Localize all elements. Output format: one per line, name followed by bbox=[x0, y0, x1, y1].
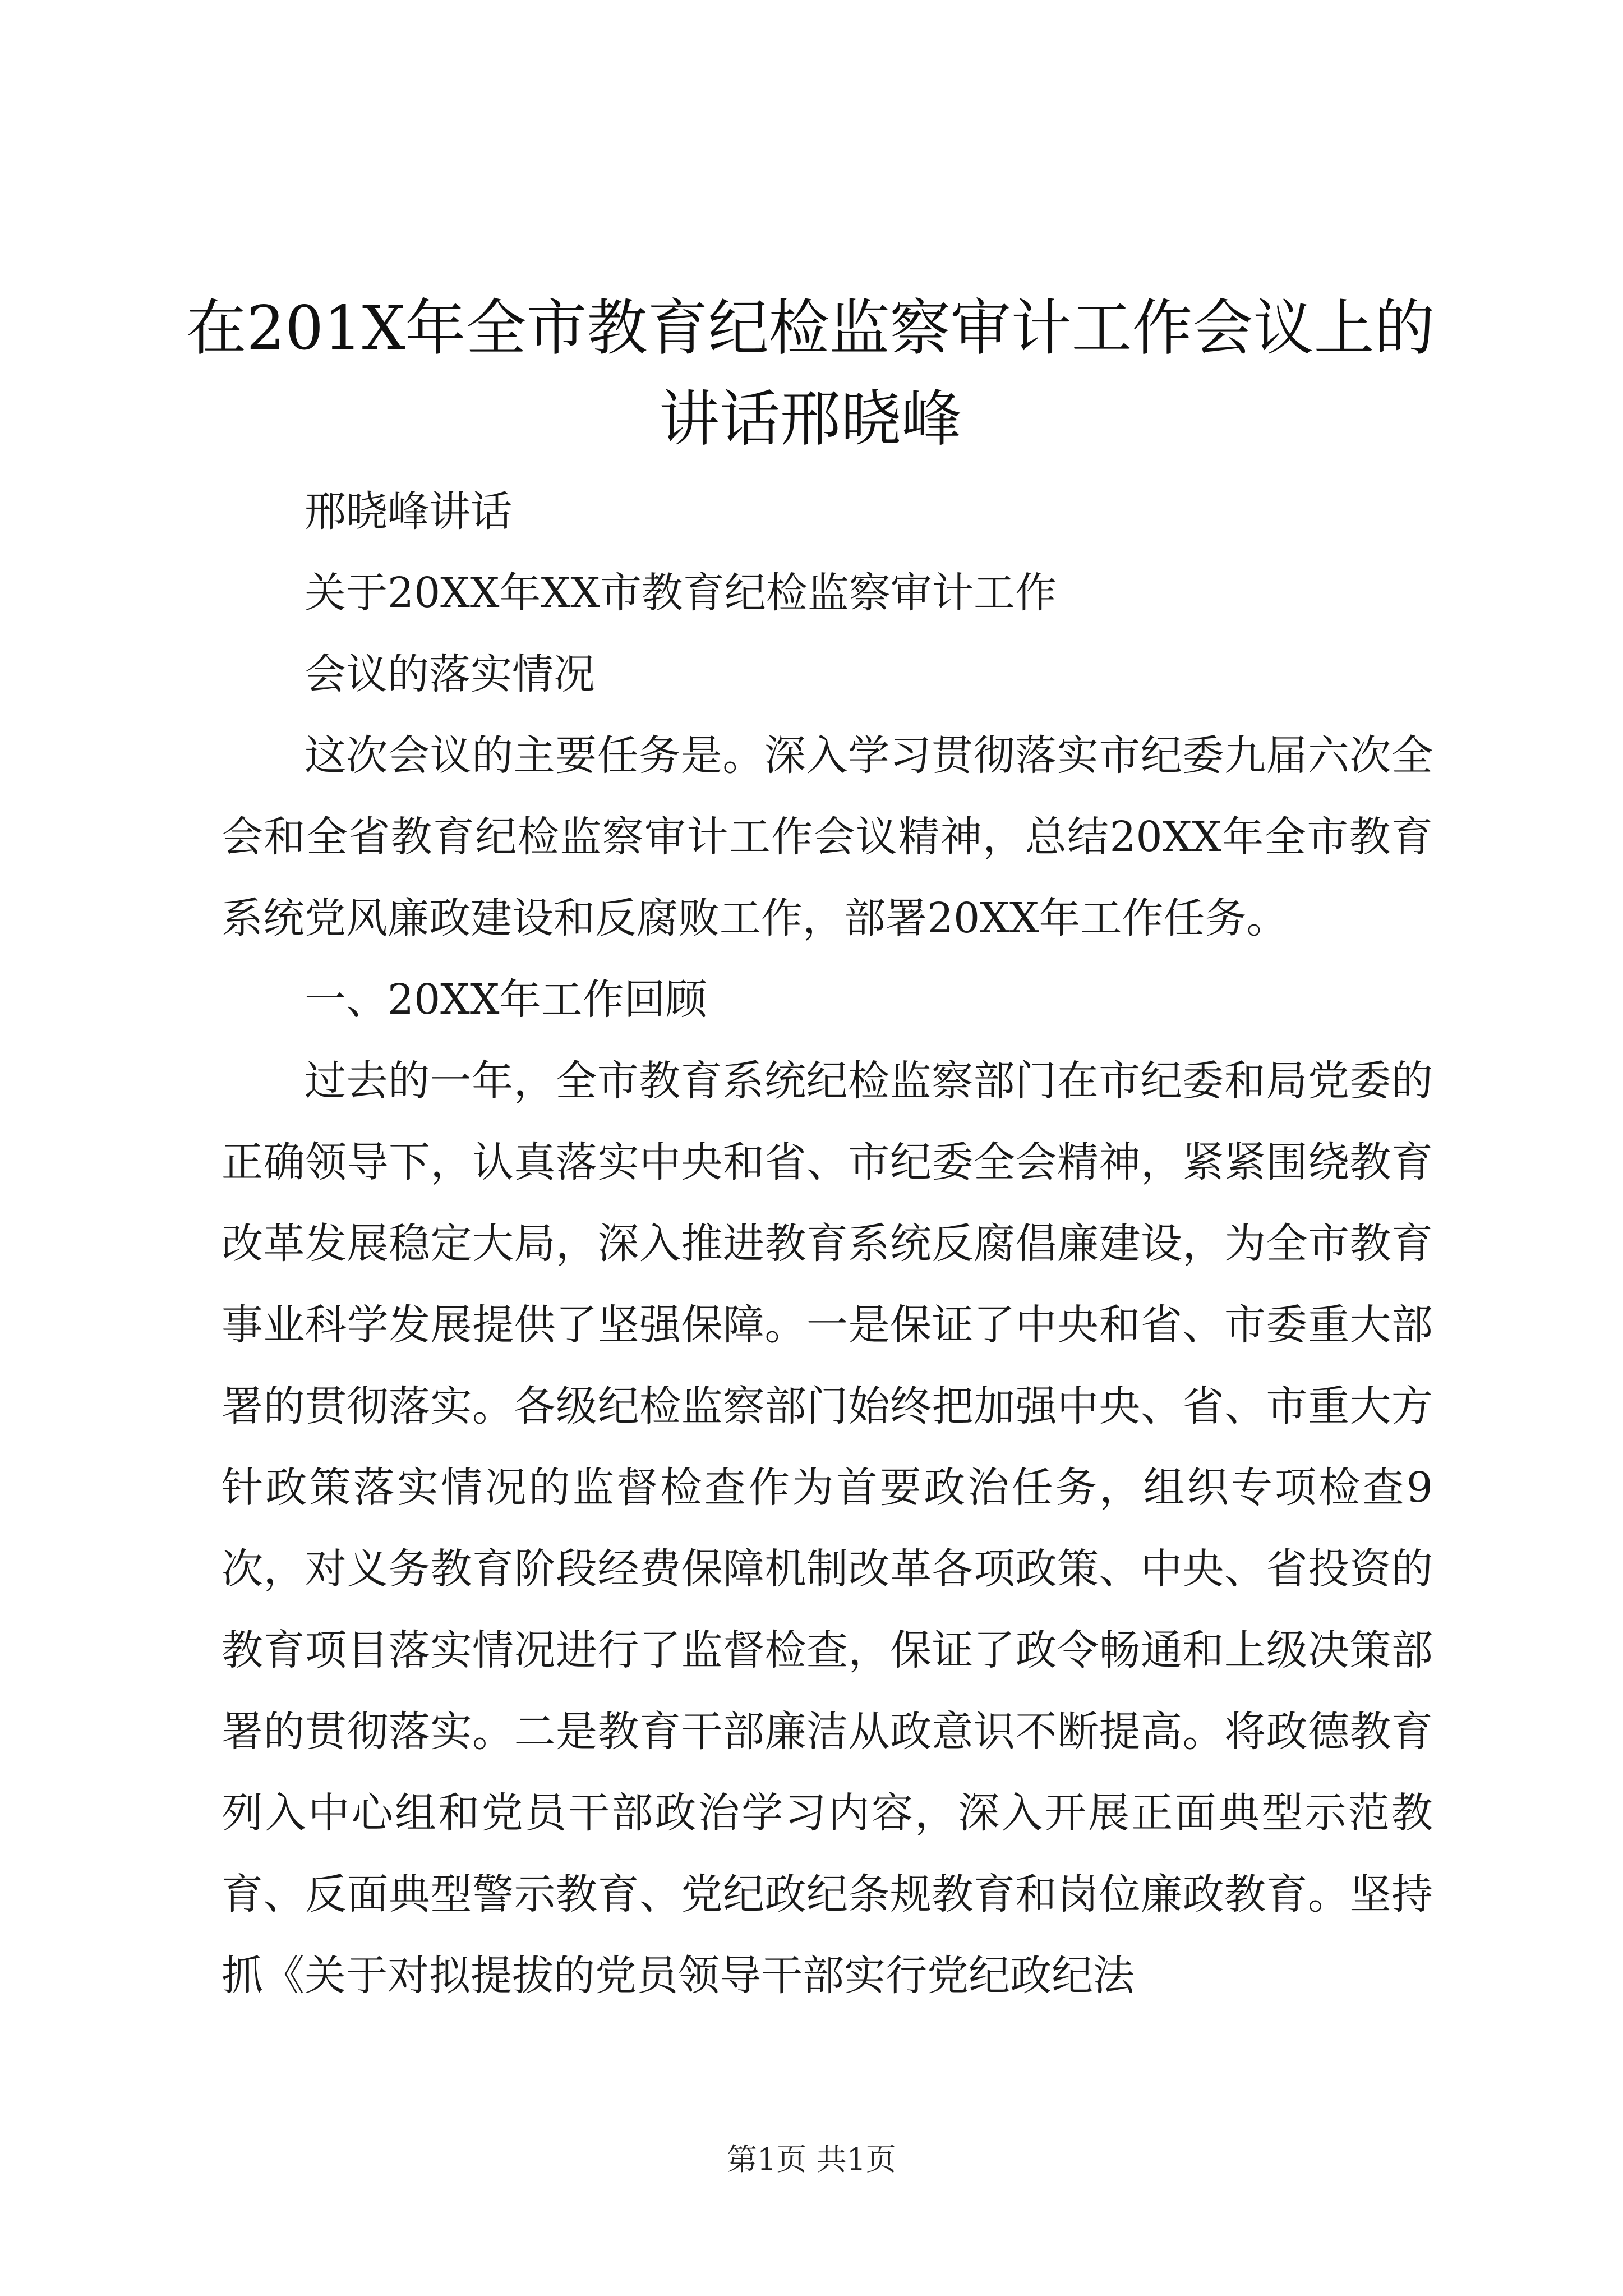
paragraph-subtitle-2: 会议的落实情况 bbox=[305, 650, 595, 698]
paragraph-main-task: 这次会议的主要任务是。深入学习贯彻落实市纪委九届六次全会和全省教育纪检监察审计工作会议精神，总结20XX年全市教育系统党风廉政建设和反腐败工作，部署20XX年工作任务。 bbox=[222, 731, 1433, 942]
paragraph-subtitle-1: 关于20XX年XX市教育纪检监察审计工作 bbox=[305, 569, 1057, 617]
paragraph-review: 过去的一年，全市教育系统纪检监察部门在市纪委和局党委的正确领导下，认真落实中央和省、市纪委全会精神，紧紧围绕教育改革发展稳定大局，深入推进教育系统反腐倡廉建设，为全市教育事业科学发展提供了坚强保障。一是保证了中央和省、市委重大部署的贯彻落实。各级纪检监察部门始终把加强中央、省、市重大方针政策落实情况的监督检查作为首要政治任务，组织专项检查9次，对义务教育阶段经费保障机制改革各项政策、中央、省投资的教育项目落实情况进行了监督检查，保证了政令畅通和上级决策部署的贯彻落实。二是教育干部廉洁从政意识不断提高。将政德教育列入中心组和党员干部政治学习内容，深入开展正面典型示范教育、反面典型警示教育、党纪政纪条规教育和岗位廉政教育。坚持抓《关于对拟提拔的党员领导干部实行党纪政纪法 bbox=[222, 1057, 1433, 2000]
document-title: 在201X年全市教育纪检监察审计工作会议上的讲话邢晓峰 bbox=[186, 293, 1435, 454]
document-body bbox=[222, 471, 1433, 2017]
paragraph-speaker: 邢晓峰讲话 bbox=[305, 487, 512, 536]
section-heading-review: 一、20XX年工作回顾 bbox=[305, 976, 707, 1024]
page-footer: 第1页 共1页 bbox=[727, 2142, 896, 2177]
